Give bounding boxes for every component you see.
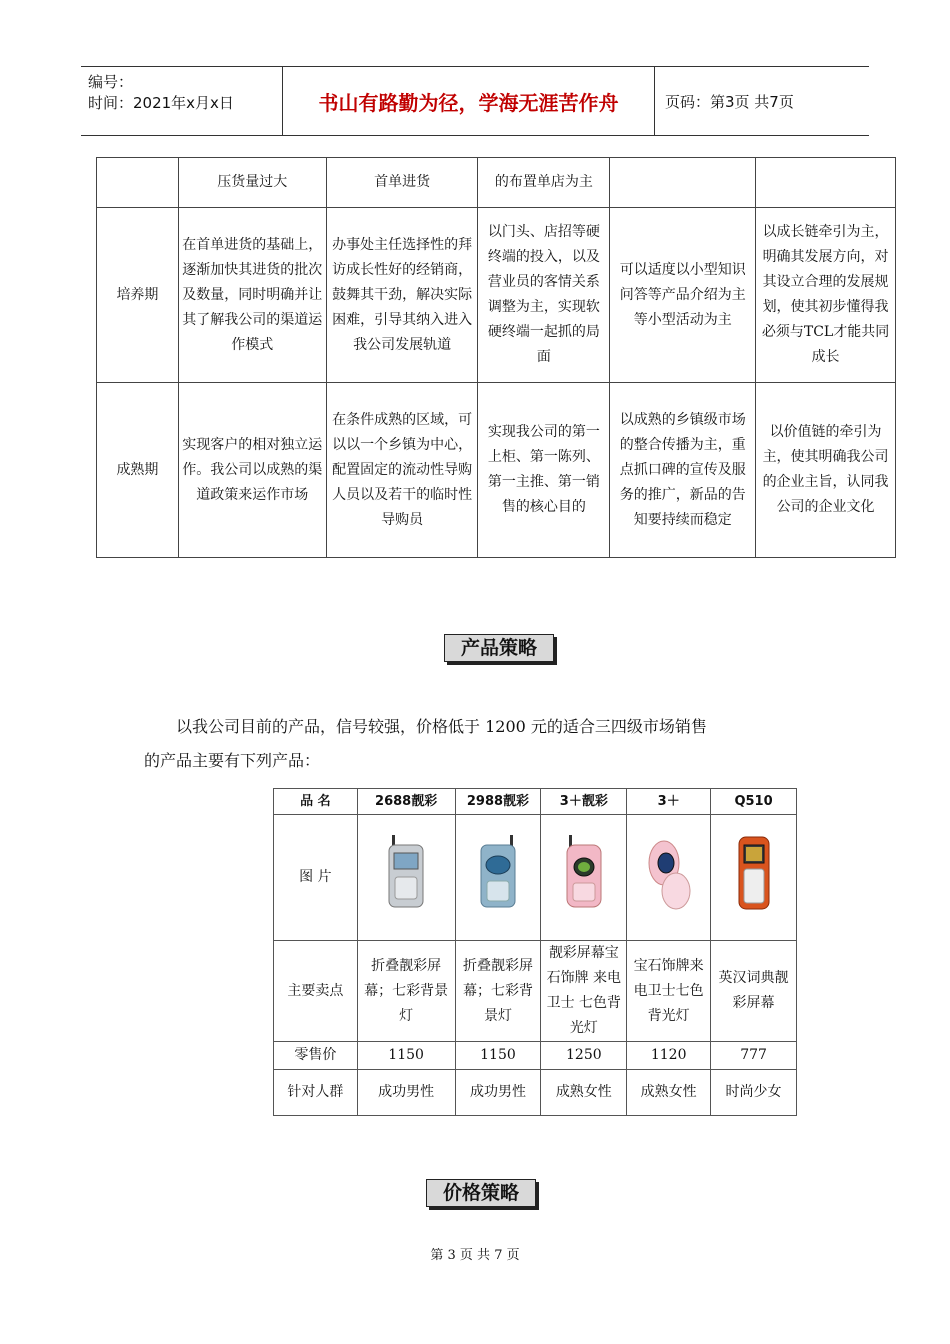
table-cell: 压货量过大	[178, 158, 326, 208]
retail-price: 1120	[627, 1042, 711, 1070]
blue-flip-phone-icon	[473, 833, 523, 913]
divider	[654, 67, 655, 135]
table-cell: 可以适度以小型知识问答等产品介绍为主等小型活动为主	[610, 208, 756, 383]
silver-flip-phone-icon	[381, 833, 431, 913]
label-picture: 图 片	[274, 815, 358, 941]
product-name: 3＋	[627, 789, 711, 815]
picture-cell	[541, 815, 627, 941]
time-label: 时间：2021年x月x日	[88, 94, 234, 112]
table-row	[274, 1070, 797, 1116]
table-cell: 以门头、店招等硬终端的投入，以及营业员的客情关系调整为主，实现软硬终端一起抓的局面	[478, 208, 610, 383]
selling-point: 折叠靓彩屏幕；七彩背景灯	[455, 941, 541, 1042]
selling-point: 宝石饰牌来电卫士七色背光灯	[627, 941, 711, 1042]
intro-line-2: 的产品主要有下列产品：	[144, 751, 321, 770]
selling-point: 靓彩屏幕宝石饰牌 来电卫士 七色背光灯	[541, 941, 627, 1042]
orange-candybar-phone-icon	[729, 833, 779, 913]
table-cell: 首单进货	[326, 158, 478, 208]
table-cell: 实现客户的相对独立运作。我公司以成熟的渠道政策来运作市场	[178, 383, 326, 558]
table-cell: 的布置单店为主	[478, 158, 610, 208]
product-name: 3＋靓彩	[541, 789, 627, 815]
pink-open-phone-icon	[644, 833, 694, 913]
product-name: 2988靓彩	[455, 789, 541, 815]
target-group: 成功男性	[357, 1070, 455, 1116]
table-cell: 在条件成熟的区域，可以以一个乡镇为中心，配置固定的流动性导购人员以及若干的临时性导购员	[326, 383, 478, 558]
table-cell: 办事处主任选择性的拜访成长性好的经销商，鼓舞其干劲，解决实际困难，引导其纳入进入我公司发展轨道	[326, 208, 478, 383]
header-page-info: 页码：第3页 共7页	[665, 92, 794, 111]
page-header	[81, 66, 869, 136]
table-cell	[610, 158, 756, 208]
retail-price: 1150	[357, 1042, 455, 1070]
table-row	[97, 158, 896, 208]
stage-label: 成熟期	[97, 383, 179, 558]
table-cell: 在首单进货的基础上，逐渐加快其进货的批次及数量，同时明确并让其了解我公司的渠道运作模式	[178, 208, 326, 383]
product-name: 2688靓彩	[357, 789, 455, 815]
product-name: Q510	[711, 789, 797, 815]
stage-label: 培养期	[97, 208, 179, 383]
label-target: 针对人群	[274, 1070, 358, 1116]
target-group: 时尚少女	[711, 1070, 797, 1116]
header-motto: 书山有路勤为径，学海无涯苦作舟	[318, 90, 619, 115]
table-row	[274, 789, 797, 815]
table-row	[97, 383, 896, 558]
channel-stage-table	[96, 157, 896, 558]
page-footer: 第 3 页 共 7 页	[430, 1248, 520, 1263]
retail-price: 1150	[455, 1042, 541, 1070]
selling-point: 英汉词典靓彩屏幕	[711, 941, 797, 1042]
product-table	[273, 788, 797, 1116]
picture-cell	[711, 815, 797, 941]
table-cell	[756, 158, 896, 208]
table-cell	[97, 158, 179, 208]
table-row	[274, 815, 797, 941]
section-title-price: 价格策略	[426, 1179, 536, 1207]
table-row	[274, 1042, 797, 1070]
target-group: 成功男性	[455, 1070, 541, 1116]
pink-flip-phone-icon	[559, 833, 609, 913]
target-group: 成熟女性	[627, 1070, 711, 1116]
target-group: 成熟女性	[541, 1070, 627, 1116]
table-cell: 实现我公司的第一上柜、第一陈列、第一主推、第一销售的核心目的	[478, 383, 610, 558]
picture-cell	[627, 815, 711, 941]
picture-cell	[455, 815, 541, 941]
table-cell: 以成长链牵引为主，明确其发展方向，对其设立合理的发展规划，使其初步懂得我必须与TCL才能共同成长	[756, 208, 896, 383]
header-meta	[81, 67, 282, 135]
table-row	[97, 208, 896, 383]
number-label: 编号：	[88, 73, 134, 91]
label-name: 品 名	[274, 789, 358, 815]
section-title-product: 产品策略	[444, 634, 554, 662]
intro-line-1: 以我公司目前的产品，信号较强，价格低于 1200 元的适合三四级市场销售	[176, 717, 707, 736]
label-selling: 主要卖点	[274, 941, 358, 1042]
label-price: 零售价	[274, 1042, 358, 1070]
selling-point: 折叠靓彩屏幕；七彩背景灯	[357, 941, 455, 1042]
table-row	[274, 941, 797, 1042]
retail-price: 1250	[541, 1042, 627, 1070]
table-cell: 以成熟的乡镇级市场的整合传播为主，重点抓口碑的宣传及服务的推广，新品的告知要持续而稳定	[610, 383, 756, 558]
picture-cell	[357, 815, 455, 941]
table-cell: 以价值链的牵引为主，使其明确我公司的企业主旨，认同我公司的企业文化	[756, 383, 896, 558]
retail-price: 777	[711, 1042, 797, 1070]
